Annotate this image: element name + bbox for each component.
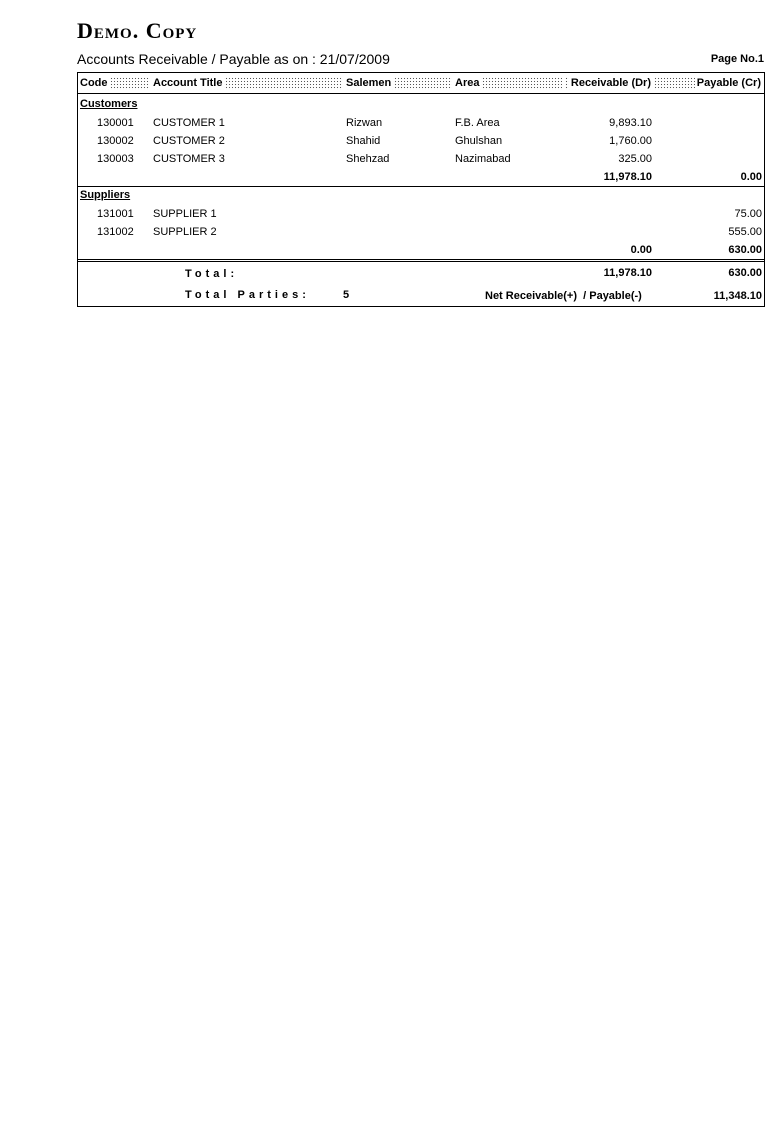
company-name: Demo. Copy [77,18,198,43]
column-header-receivable: Receivable (Dr) [565,77,651,90]
suppliers-subtotal-payable: 630.00 [728,244,762,256]
suppliers-subtotal-receivable: 0.00 [630,244,652,256]
table-row [78,133,764,151]
page-number: Page No.1 [710,53,764,65]
total-parties-label: Total Parties: [185,289,310,301]
total-label: Total: [185,268,239,280]
cell-account-title: SUPPLIER 2 [153,226,217,238]
cell-code: 130001 [97,117,134,129]
cell-salesman: Shehzad [346,153,390,165]
report-title: Accounts Receivable / Payable as on : 21/07/2009 [77,51,390,67]
totals-divider-top [78,259,764,260]
cell-payable: 75.00 [734,208,762,220]
column-header-payable: Payable (Cr) [654,77,761,90]
net-label: Net Receivable(+) / Payable(-) [485,290,642,302]
cell-area: Ghulshan [455,135,503,147]
section-heading-suppliers: Suppliers [80,189,131,201]
cell-code: 130003 [97,153,134,165]
customers-subtotal-payable: 0.00 [740,171,762,183]
cell-account-title: CUSTOMER 3 [153,153,225,165]
column-header-salesmen: Salemen [346,77,452,90]
cell-receivable: 325.00 [618,153,652,165]
cell-area: Nazimabad [455,153,511,165]
cell-receivable: 1,760.00 [609,135,652,147]
table-row [78,151,764,169]
cell-account-title: SUPPLIER 1 [153,208,217,220]
cell-payable: 555.00 [728,226,762,238]
cell-code: 131002 [97,226,134,238]
cell-salesman: Rizwan [346,117,383,129]
table-row [78,224,764,242]
cell-receivable: 9,893.10 [609,117,652,129]
totals-divider-bottom [78,261,764,262]
total-parties-count: 5 [343,289,350,301]
customers-subtotal-receivable: 11,978.10 [603,171,652,183]
table-row [78,206,764,224]
cell-area: F.B. Area [455,117,500,129]
column-header-row [78,73,764,94]
table-row [78,115,764,133]
cell-code: 130002 [97,135,134,147]
report-table [77,72,765,307]
suppliers-subtotal-row [78,242,764,260]
column-header-code: Code [80,77,150,90]
column-header-area: Area [455,77,562,90]
cell-account-title: CUSTOMER 2 [153,135,225,147]
cell-salesman: Shahid [346,135,381,147]
cell-code: 131001 [97,208,134,220]
total-payable: 630.00 [728,267,762,279]
section-heading-customers: Customers [80,98,138,110]
net-value: 11,348.10 [713,290,762,302]
section-divider [78,186,764,187]
customers-subtotal-row [78,169,764,187]
total-receivable: 11,978.10 [603,267,652,279]
column-header-account-title: Account Title [153,77,342,90]
cell-account-title: CUSTOMER 1 [153,117,225,129]
